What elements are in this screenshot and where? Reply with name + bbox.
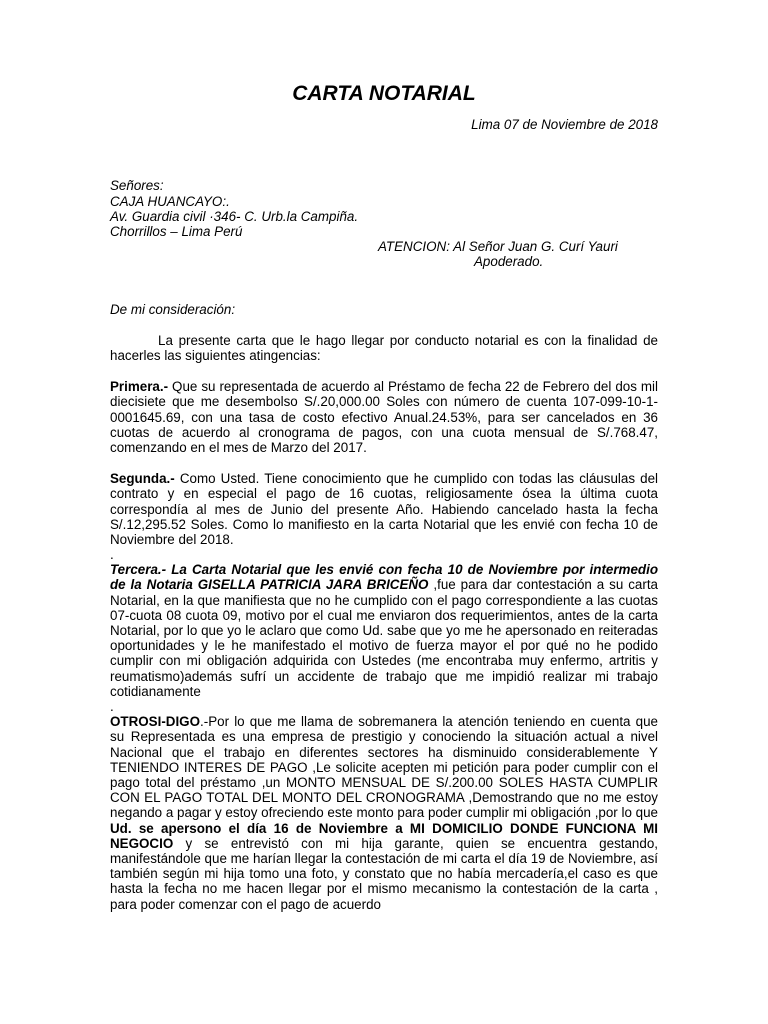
section-text: y se entrevistó con mi hija garante, quien se encuentra gestando, manifestándole que me harían llegar la contestación de mi carta el día 19 de Noviembre, así también según mi hija tomo una foto, y constato que no había mercadería,el caso es que hasta la fecha no me hacen llegar por el mismo mecanismo la contestación de la carta , para poder comenzar con el pago de acuerdo xyxy=(110,835,658,912)
separator-dot: . xyxy=(110,547,114,563)
address-line: Señores: xyxy=(110,178,164,194)
section-text: Que su representada de acuerdo al Préstamo de fecha 22 de Febrero del dos mil diecisiete que me desembolso S/.20,000.00 Soles con número de cuenta 107-099-10-1-0001645.69, con una tasa de costo efectivo Anual.24.53%, para ser cancelados en 36 cuotas de acuerdo al cronograma de pagos, con una cuota mensual de S/.768.47, comenzando en el mes de Marzo del 2017. xyxy=(110,379,658,456)
section-segunda xyxy=(110,471,658,547)
attention-role: Apoderado. xyxy=(474,254,544,270)
letter-date: Lima 07 de Noviembre de 2018 xyxy=(471,117,658,133)
section-text: .-Por lo que me llama de sobremanera la atención teniendo en cuenta que su Representada es una empresa de prestigio y conociendo la situación actual a nivel Nacional que el trabajo en diferentes sectores ha disminuido considerablemente Y TENIENDO INTERES DE PAGO ,Le solicite acepten mi petición para poder cumplir con el pago total del préstamo ,un MONTO MENSUAL DE S/.200.00 SOLES HASTA CUMPLIR CON EL PAGO TOTAL DEL MONTO DEL CRONOGRAMA ,Demostrando que no me estoy negando a pagar y estoy ofreciendo este monto para poder cumplir mi obligación ,por lo que xyxy=(110,714,658,821)
address-line: Chorrillos – Lima Perú xyxy=(110,224,243,240)
section-primera xyxy=(110,379,658,455)
attention-line: ATENCION: Al Señor Juan G. Curí Yauri xyxy=(378,239,618,255)
section-otrosi xyxy=(110,714,658,912)
section-tercera xyxy=(110,562,658,699)
section-text: ,fue para dar contestación a su carta Notarial, en la que manifiesta que no he cumplido con el pago correspondiente a las cuotas 07-cuota 08 cuota 09, motivo por el cual me enviaron dos requerimientos, antes de la carta Notarial, por lo que yo le aclaro que como Ud. sabe que yo me he apersonado en reiteradas oportunidades y le he manifestado el motivo de fuerza mayor el por qué no he podido cumplir con mi obligación adquirida con Ustedes (me encontraba muy enfermo, artritis y reumatismo)además sufrí un accidente de trabajo que me impidió realizar mi trabajo cotidianamente xyxy=(110,577,658,699)
greeting: De mi consideración: xyxy=(110,301,236,317)
intro-paragraph: La presente carta que le hago llegar por conducto notarial es con la finalidad de hacerles las siguientes atingencias: xyxy=(110,332,658,364)
section-bold-text: Ud. se apersono el día 16 de Noviembre a MI DOMICILIO DONDE FUNCIONA MI NEGOCIO xyxy=(110,820,658,851)
section-label: Segunda.- xyxy=(110,471,175,487)
recipient-address xyxy=(110,178,658,239)
section-label: Primera.- xyxy=(110,379,169,395)
section-label: Tercera.- La Carta Notarial que les envié con fecha 10 de Noviembre por intermedio de la Notaria GISELLA PATRICIA JARA BRICEÑO xyxy=(110,562,658,593)
section-text: Como Usted. Tiene conocimiento que he cumplido con todas las cláusulas del contrato y en especial el pago de 16 cuotas, religiosamente ósea la última cuota correspondía al mes de Junio del presente Año. Habiendo cancelado hasta la fecha S/.12,295.52 Soles. Como lo manifiesto en la carta Notarial que les envié con fecha 10 de Noviembre del 2018. xyxy=(110,471,658,548)
letter-page xyxy=(110,82,658,912)
section-label: OTROSI-DIGO xyxy=(110,714,201,730)
separator-dot: . xyxy=(110,699,114,715)
page-title: CARTA NOTARIAL xyxy=(292,82,476,105)
address-line: Av. Guardia civil ·346- C. Urb.la Campiña. xyxy=(110,208,359,224)
address-line: CAJA HUANCAYO:. xyxy=(110,193,230,209)
